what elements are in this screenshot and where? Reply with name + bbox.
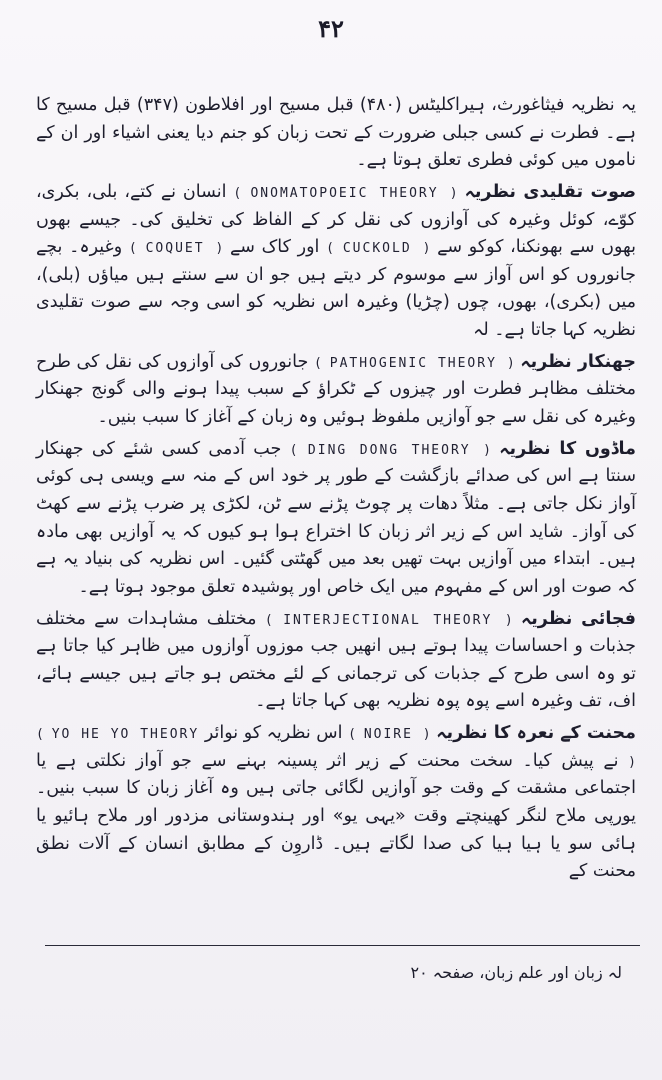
paragraph-intro (36, 92, 636, 175)
latin-term: ( NOIRE ) (348, 727, 431, 743)
body-text (36, 92, 636, 890)
paragraph-text: وغیرہ۔ بچے جانوروں کو اس آواز سے موسوم کر دیتے ہیں جو ان سے سنتے ہیں میاؤں (بلی)، میں (بکری)، بھوں، چوں (چڑیا) وغیرہ اس نظریہ کو اسی وجہ سے صوت تقلیدی نظریہ کہا جاتا ہے۔ لہ (36, 237, 636, 341)
paragraph-onomatopoeic (36, 179, 636, 345)
section-heading: فجائی نظریہ (520, 608, 636, 629)
section-heading: ماڈوں کا نظریہ (499, 438, 636, 459)
footnote: لہ زبان اور علم زبان، صفحہ ۲۰ (410, 963, 622, 982)
footnote-divider (45, 945, 640, 946)
paragraph-yoheyo (36, 720, 636, 886)
latin-term: ( DING DONG THEORY ) (289, 442, 491, 458)
latin-term: ( INTERJECTIONAL THEORY ) (264, 612, 513, 628)
latin-term: ( COQUET ) (128, 241, 224, 257)
page-number: ۴۲ (318, 14, 344, 43)
paragraph-text: جب آدمی کسی شئے کی جھنکار سنتا ہے اس کی صدائے بازگشت کے طور پر خود اس کے منہ سے ویسی ہی کوئی آواز نکل جاتی ہے۔ مثلاً دھات پر چوٹ پڑنے سے ٹن، لکڑی پر ضرب پڑنے سے کھٹ کی آواز۔ شاید اس کے زیر اثر زبان کا اختراع ہوا ہو کیوں کہ یہ آوازیں بھی مادہ ہیں۔ ابتداء میں آوازیں بہت تھیں بعد میں گھٹتی گئیں۔ اس نظریہ کی بنیاد یہ ہے کہ صوت اور اس کے مفہوم میں ایک خاص اور پوشیدہ تعلق موجود ہوتا ہے۔ (36, 438, 636, 597)
latin-term: ( CUCKOLD ) (326, 241, 431, 257)
paragraph-dingdong (36, 436, 636, 602)
section-heading: صوت تقلیدی نظریہ (464, 181, 636, 202)
latin-term: ( PATHOGENIC THEORY ) (314, 355, 515, 371)
paragraph-text: جانوروں کی آوازوں کی نقل کی طرح مختلف مظاہر فطرت اور چیزوں کے ٹکراؤ کے سبب پیدا ہونے والی گونج جھنکار وغیرہ کی نقل سے جو آوازیں ملفوظ ہوئیں وہ زبان کے آغاز کا سبب بنیں۔ (36, 351, 636, 428)
section-heading: جھنکار نظریہ (520, 351, 636, 372)
paragraph-text: اس نظریہ کو نوائر (204, 723, 343, 744)
latin-term: ( ONOMATOPOEIC THEORY ) (233, 185, 458, 201)
paragraph-pathogenic (36, 349, 636, 432)
paragraph-text: انسان نے کتے، بلی، بکری، کوّے، کوئل وغیرہ کی آوازوں کی نقل کر کے الفاظ کی تخلیق کی۔ جیسے بھوں بھوں سے بھونکنا، کوکو سے (36, 181, 636, 258)
paragraph-text: مختلف مشاہدات سے مختلف جذبات و احساسات پیدا ہوتے ہیں انھیں جب موزوں آوازوں میں ظاہر کیا جاتا ہے تو وہ اسی طرح کے جذبات کی ترجمانی کے لئے مختص ہو جاتے ہیں جیسے ہائے، اف، تف وغیرہ اسے پوہ پوہ نظریہ بھی کہا جاتا ہے۔ (36, 608, 636, 712)
paragraph-text: نے پیش کیا۔ سخت محنت کے زیر اثر پسینہ بہنے سے جو آواز نکلتی ہے یا اجتماعی مشقت کے وقت جو آوازیں لگائی جاتی ہیں وہ آغاز زبان کا سبب بنیں۔ یورپی ملاح لنگر کھینچتے وقت «یہی یو» اور ہندوستانی مزدور اور ملاح ہائیو یا ہائی سو یا ہیا ہیا کی صدا لگاتے ہیں۔ ڈاروِن کے مطابق انسان کے آلات نطق محنت کے (36, 750, 636, 882)
paragraph-text: یہ نظریہ فیثاغورث، ہیراکلیٹس (۴۸۰) قبل مسیح اور افلاطون (۳۴۷) قبل مسیح کا ہے۔ فطرت نے کسی جبلی ضرورت کے تحت زبان کو جنم دیا یعنی اشیاء اور ان کے ناموں میں کوئی فطری تعلق ہوتا ہے۔ (36, 95, 636, 171)
paragraph-interjectional (36, 606, 636, 717)
section-heading: محنت کے نعرہ کا نظریہ (436, 723, 636, 744)
latin-term: ( YO HE YO THEORY ) (36, 727, 636, 770)
paragraph-text: اور کاک سے (230, 237, 320, 258)
bleed-through-decoration (360, 995, 540, 1045)
